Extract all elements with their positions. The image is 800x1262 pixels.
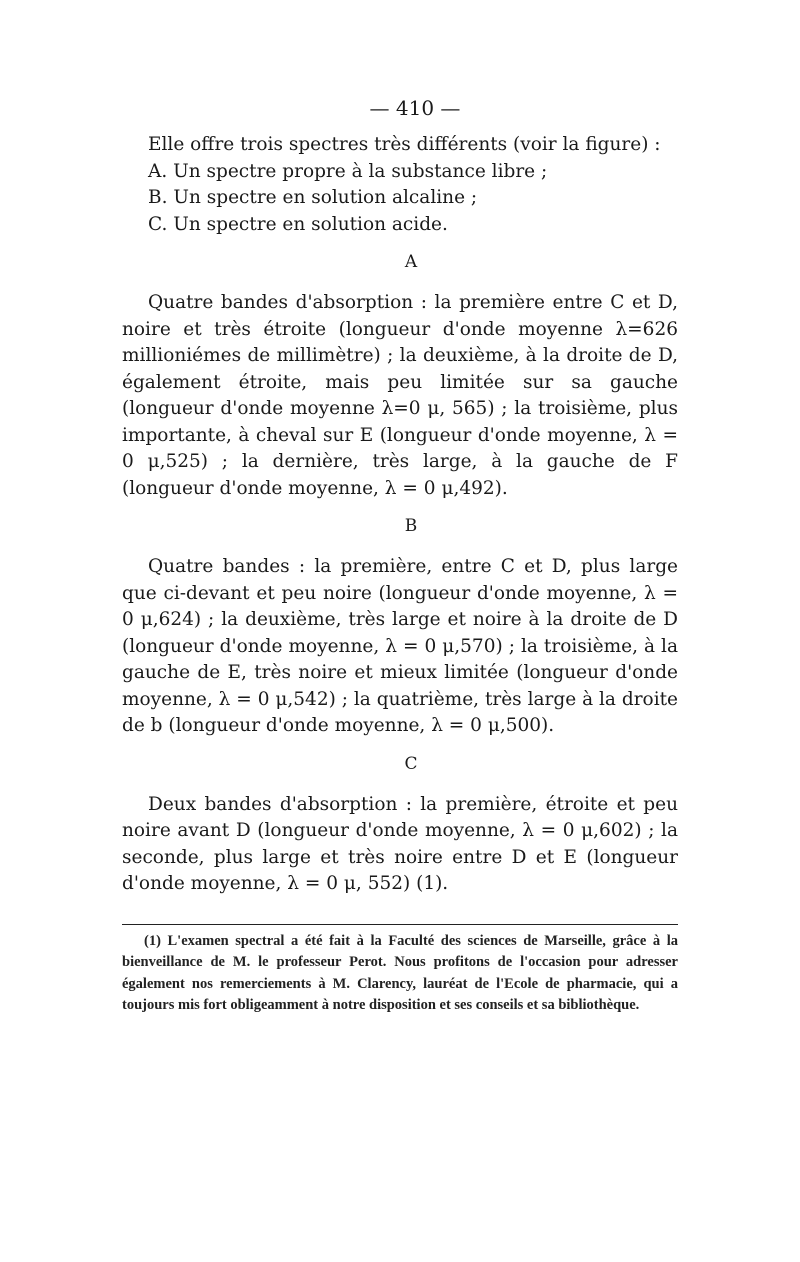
list-item-c: C. Un spectre en solution acide. [148, 213, 448, 235]
list-item-b: B. Un spectre en solution alcaline ; [148, 187, 478, 208]
section-heading-b: B [404, 516, 418, 536]
page-body [122, 96, 678, 1017]
section-text-a: Quatre bandes d'absorption : la première entre C et D, noire et très étroite (longueur d'onde moyenne λ=626 millioniémes de millimètre) ; la deuxième, à la droite de D, également étroite, mais peu limitée sur sa gauche (longueur d'onde moyenne λ=0 μ, 565) ; la troisième, plus importante, à cheval sur E (longueur d'onde moyenne, λ = 0 μ,525) ; la dernière, très large, à la gauche de F (longueur d'onde moyenne, λ = 0 μ,492). [122, 292, 678, 499]
section-text-c: Deux bandes d'absorption : la première, étroite et peu noire avant D (longueur d'onde moyenne, λ = 0 μ,602) ; la seconde, plus large et très noire entre D et E (longueur d'onde moyenne, λ = 0 μ, 552) (1). [122, 793, 678, 894]
section-heading-a: A [404, 252, 418, 272]
footnote-divider [122, 924, 678, 925]
section-text-b: Quatre bandes : la première, entre C et D, plus large que ci-devant et peu noire (longueur d'onde moyenne, λ = 0 μ,624) ; la deuxième, très large et noire à la droite de D (longueur d'onde moyenne, λ = 0 μ,570) ; la troisième, à la gauche de E, très noire et mieux limitée (longueur d'onde moyenne, λ = 0 μ,542) ; la quatrième, très large à la droite de b (longueur d'onde moyenne, λ = 0 μ,500). [122, 556, 678, 736]
list-item-a: A. Un spectre propre à la substance libre ; [148, 160, 548, 182]
section-heading-c: C [404, 753, 418, 774]
footnote: (1) L'examen spectral a été fait à la Faculté des sciences de Marseille, grâce à la bienveillance de M. le professeur Perot. Nous profitons de l'occasion pour adresser également nos remerciements à M. Clarency, lauréat de l'Ecole de pharmacie, qui a toujours mis fort obligeamment à notre disposition et ses conseils et sa bibliothèque. [122, 932, 678, 1013]
page-number: — 410 — [369, 96, 461, 120]
intro-line: Elle offre trois spectres très différents (voir la figure) : [148, 134, 661, 155]
